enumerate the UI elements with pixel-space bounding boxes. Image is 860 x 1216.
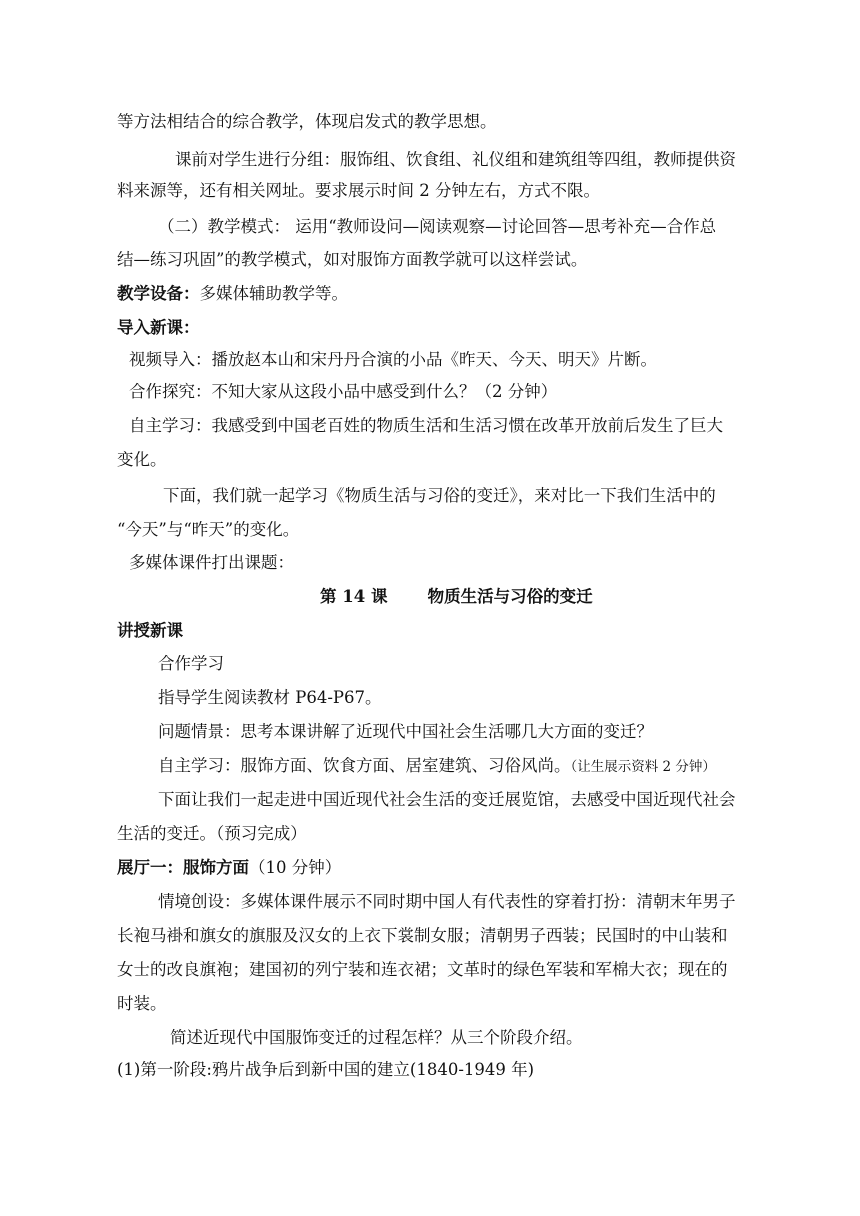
section-label: 教学设备： (117, 284, 200, 303)
section-text: 多媒体辅助教学等。 (199, 284, 348, 303)
paragraph-line: “今天”与“昨天”的变化。 (117, 520, 300, 539)
paragraph-line: 简述近现代中国服饰变迁的过程怎样？从三个阶段介绍。 (170, 1028, 583, 1047)
paragraph-line: 女士的改良旗袍；建国初的列宁装和连衣裙；文革时的绿色军装和军棉大衣；现在的 (117, 960, 728, 979)
time-note: （让生展示资料 2 分钟） (570, 759, 716, 775)
paragraph-line: 视频导入：播放赵本山和宋丹丹合演的小品《昨天、今天、明天》片断。 (129, 350, 657, 369)
paragraph-line: 料来源等，还有相关网址。要求展示时间 2 分钟左右，方式不限。 (117, 181, 600, 200)
paragraph-line: 合作探究：不知大家从这段小品中感受到什么？（2 分钟） (129, 382, 558, 401)
paragraph-line: 多媒体课件打出课题： (129, 553, 294, 572)
paragraph-line: 生活的变迁。（预习完成） (117, 824, 307, 843)
paragraph-line: 自主学习：我感受到中国老百姓的物质生活和生活习惯在改革开放前后发生了巨大 (129, 416, 723, 435)
exhibit-heading-line (117, 858, 341, 878)
equipment-line (117, 284, 348, 304)
paragraph-line: 合作学习 (158, 654, 224, 673)
paragraph-line: 变化。 (117, 450, 167, 469)
lesson-title: 第 14 课 物质生活与习俗的变迁 (320, 587, 593, 606)
paragraph-line: 长袍马褂和旗女的旗服及汉女的上衣下裳制女服；清朝男子西装；民国时的中山装和 (117, 926, 728, 945)
paragraph-line: （二）教学模式： 运用“教师设问—阅读观察—讨论回答—思考补充—合作总 (158, 217, 717, 236)
paragraph-line: 结—练习巩固”的教学模式，如对服饰方面教学就可以这样尝试。 (117, 250, 588, 269)
paragraph-line (158, 756, 716, 777)
paragraph-line: 下面让我们一起走进中国近现代社会生活的变迁展览馆，去感受中国近现代社会 (158, 790, 736, 809)
paragraph-line: 时装。 (117, 994, 167, 1013)
paragraph-line: 课前对学生进行分组：服饰组、饮食组、礼仪组和建筑组等四组，教师提供资 (175, 150, 736, 169)
paragraph-line: 下面，我们就一起学习《物质生活与习俗的变迁》，来对比一下我们生活中的 (163, 486, 716, 505)
paragraph-line: 情境创设：多媒体课件展示不同时期中国人有代表性的穿着打扮：清朝末年男子 (158, 892, 736, 911)
paragraph-text: 自主学习：服饰方面、饮食方面、居室建筑、习俗风尚。 (158, 756, 571, 775)
section-heading: 讲授新课 (117, 621, 183, 640)
paragraph-line: (1)第一阶段:鸦片战争后到新中国的建立(1840-1949 年) (117, 1060, 535, 1079)
paragraph-line: 问题情景：思考本课讲解了近现代中国社会生活哪几大方面的变迁？ (158, 722, 653, 741)
section-label: 展厅一：服饰方面 (117, 858, 249, 877)
section-text: （10 分钟） (249, 858, 342, 877)
paragraph-line: 指导学生阅读教材 P64-P67。 (158, 688, 382, 707)
paragraph-line: 等方法相结合的综合教学，体现启发式的教学思想。 (117, 112, 497, 131)
section-heading: 导入新课： (117, 318, 200, 337)
